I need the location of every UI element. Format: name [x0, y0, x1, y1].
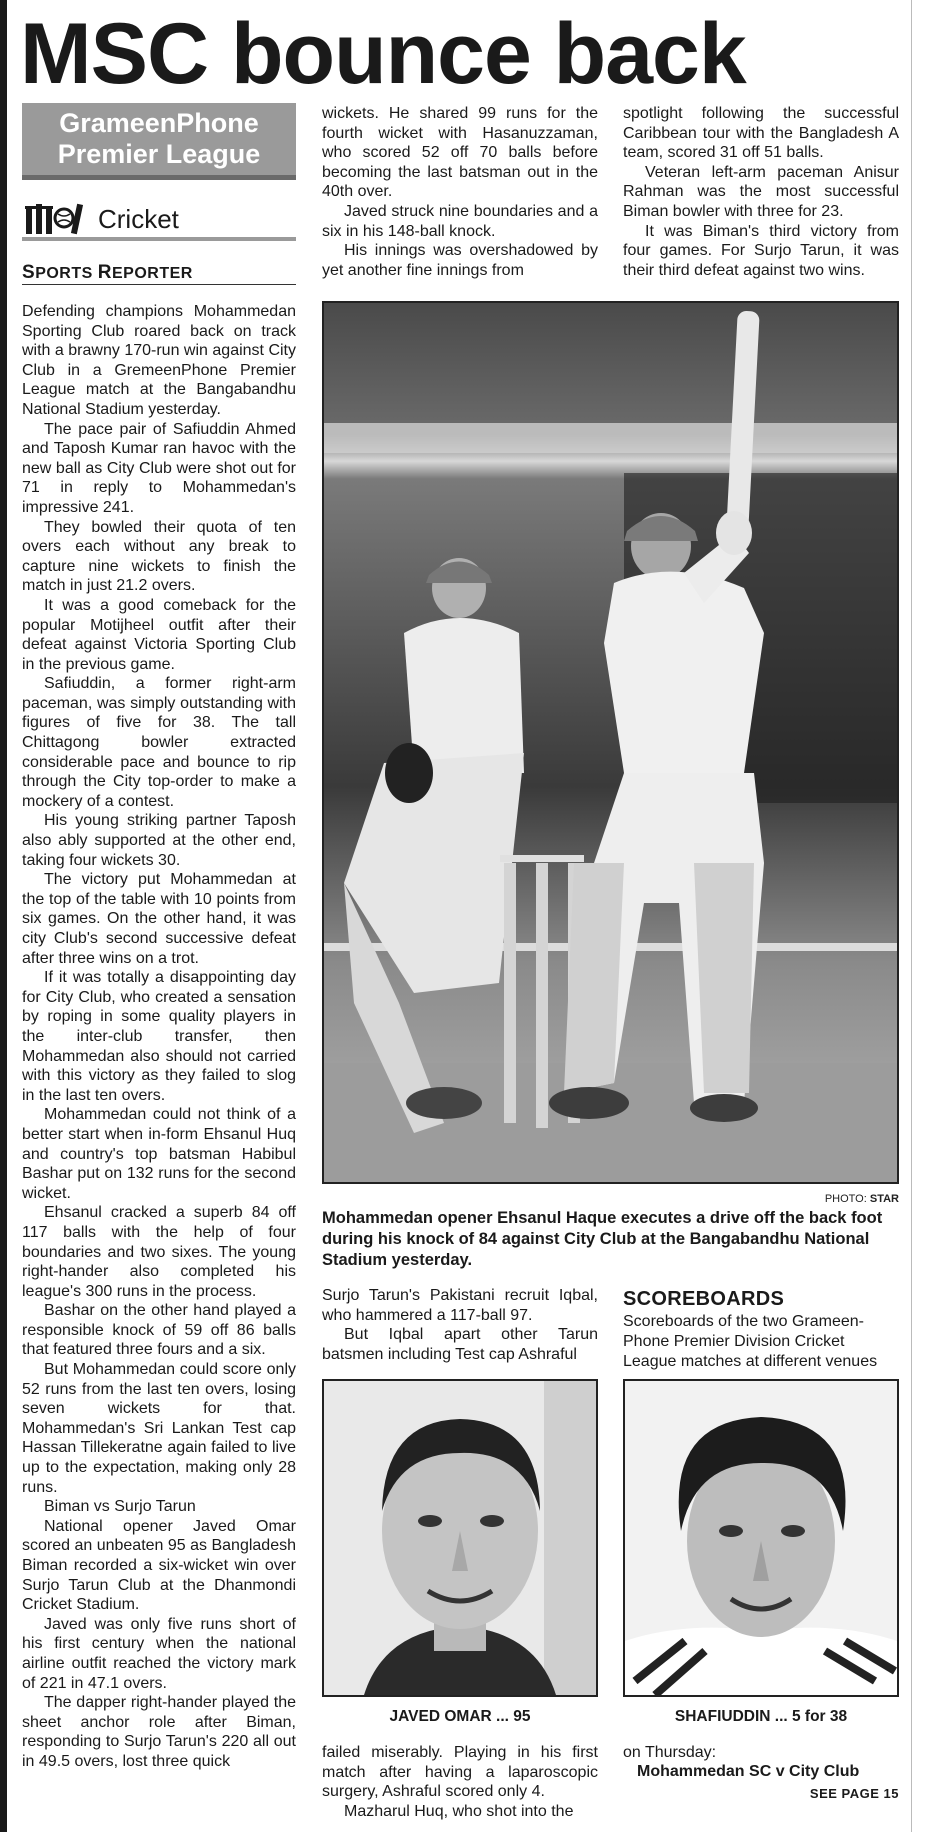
see-page-link[interactable]: SEE PAGE 15 — [809, 1786, 899, 1801]
article-paragraph: The dapper right-hander played the sheet anchor role after Biman, responding to Surjo Tarun's 220 all out in 49.5 overs, lost three quick — [22, 1694, 296, 1770]
article-paragraph: Bashar on the other hand played a responsible knock of 59 off 86 balls that featured three fours and a six. — [22, 1302, 296, 1359]
article-paragraph: His young striking partner Taposh also ably supported at the other end, taking four wickets 30. — [22, 812, 296, 869]
byline — [22, 262, 193, 284]
section-label: Cricket — [98, 204, 179, 234]
byline-initial-2: R — [97, 262, 112, 283]
mugshot-javed-omar — [322, 1379, 598, 1697]
section-label-row — [22, 200, 296, 240]
article-paragraph: But Iqbal apart other Tarun batsmen including Test cap Ashraful — [322, 1326, 598, 1363]
article-column-1 — [22, 302, 296, 1772]
article-column-3-top — [623, 104, 899, 280]
league-banner-line1: GrameenPhone — [59, 108, 259, 138]
fixture-line: Mohammedan SC v City Club — [637, 1763, 860, 1780]
article-paragraph: His innings was overshadowed by yet another fine innings from — [322, 242, 598, 279]
mugshot-shafiuddin — [623, 1379, 899, 1697]
right-margin-rule — [911, 0, 912, 1832]
article-paragraph: It was a good comeback for the popular Motijheel outfit after their defeat against Victoria Sporting Club in the previous game. — [22, 596, 296, 673]
scoreboards-continuation: on Thursday: — [623, 1744, 717, 1761]
article-column-2-top — [322, 104, 598, 280]
league-banner-line2: Premier League — [57, 139, 261, 169]
left-margin-bar — [0, 0, 7, 1832]
article-paragraph: The pace pair of Safiuddin Ahmed and Taposh Kumar ran havoc with the new ball as City Club were shot out for 71 in reply to Mohammedan's impressive 241. — [22, 420, 296, 516]
article-paragraph: If it was totally a disappointing day for City Club, who created a sensation by roping in some quality players in the inter-club transfer, then Mohammedan also should not carried with this victory as they failed to slog in the last ten overs. — [22, 969, 296, 1104]
cricket-logo-icon — [22, 200, 92, 236]
mugshot-caption-left: JAVED OMAR ... 95 — [389, 1708, 531, 1725]
section-rule — [22, 237, 296, 241]
article-paragraph: Javed was only five runs short of his first century when the national airline outfit reached the victory mark of 221 in 47.1 overs. — [22, 1615, 296, 1692]
article-paragraph: Mazharul Huq, who shot into the — [344, 1802, 574, 1820]
main-photo — [322, 301, 899, 1184]
scoreboards-heading: SCOREBOARDS — [623, 1288, 785, 1310]
article-paragraph: They bowled their quota of ten overs each without any break to capture nine wickets to finish the match in just 21.2 overs. — [22, 518, 296, 595]
article-paragraph: Surjo Tarun's Pakistani recruit Iqbal, who hammered a 117-ball 97. — [322, 1287, 598, 1324]
league-banner — [22, 103, 296, 179]
article-column-2-middle — [322, 1286, 598, 1364]
article-paragraph: Javed struck nine boundaries and a six in his 148-ball knock. — [322, 202, 598, 240]
article-paragraph: Safiuddin, a former right-arm paceman, was simply outstanding with figures of five for 38. The tall Chittagong bowler extracted considerable pace and bounce to rip through the City top-order to make a mockery of a contest. — [22, 675, 296, 810]
photo-credit-source: STAR — [869, 1193, 899, 1205]
article-paragraph: Mohammedan could not think of a better start when in-form Ehsanul Huq and country's top batsman Habibul Bashar put on 132 runs for the second wicket. — [22, 1106, 296, 1202]
article-paragraph: spotlight following the successful Caribbean tour with the Bangladesh A team, scored 31 off 51 balls. — [623, 105, 899, 162]
article-paragraph: Ehsanul cracked a superb 84 off 117 balls with the help of four boundaries and two sixes. The young right-hander also completed his league's 300 runs in the process. — [22, 1204, 296, 1300]
league-banner-underline — [22, 175, 296, 180]
mugshot-caption-right: SHAFIUDDIN ... 5 for 38 — [674, 1708, 848, 1725]
headline: MSC bounce back — [20, 6, 746, 102]
article-paragraph: wickets. He shared 99 runs for the fourth wicket with Hasanuzzaman, who scored 52 off 70 balls before becoming the last batsman out in the 40th over. — [322, 105, 598, 201]
article-paragraph: The victory put Mohammedan at the top of the table with 10 points from six games. On the other hand, it was city Club's second successive defeat after three wins on a trot. — [22, 871, 296, 967]
article-paragraph: But Mohammedan could score only 52 runs from the last ten overs, losing seven wickets for that. Mohammedan's Sri Lankan Test cap Hassan Tillekeratne again failed to live up to the expectation, making only 28 runs. — [22, 1361, 296, 1496]
article-subhead: Biman vs Surjo Tarun — [44, 1498, 196, 1516]
byline-initial-1: S — [22, 262, 36, 283]
photo-caption: Mohammedan opener Ehsanul Haque executes a drive off the back foot during his knock of 84 against City Club at the Bangabandhu National Stadium yesterday. — [322, 1209, 883, 1269]
article-paragraph: Defending champions Mohammedan Sporting Club roared back on track with a brawny 170-run win against City Club in a GremeenPhone Premier League match at the Bangabandhu National Stadium yesterday. — [22, 303, 296, 418]
photo-credit — [780, 1193, 899, 1205]
batsman-photo-illustration — [324, 303, 897, 1182]
article-paragraph: It was Biman's third victory from four games. For Surjo Tarun, it was their third defeat against two wins. — [623, 222, 899, 279]
article-paragraph: Veteran left-arm paceman Anisur Rahman was the most successful Biman bowler with three for 23. — [623, 163, 899, 220]
portrait-javed-omar — [324, 1381, 596, 1695]
byline-rule — [22, 284, 296, 285]
photo-credit-label: PHOTO: — [824, 1193, 870, 1205]
byline-part-1: PORTS — [35, 265, 98, 282]
portrait-shafiuddin — [625, 1381, 897, 1695]
byline-part-2: EPORTER — [111, 265, 193, 282]
article-paragraph: National opener Javed Omar scored an unbeaten 95 as Bangladesh Biman recorded a six-wicket win over Surjo Tarun Club at the Dhanmondi Cricket Stadium. — [22, 1517, 296, 1614]
article-paragraph: failed miserably. Playing in his first match after having a laparoscopic surgery, Ashraful scored only 4. — [322, 1744, 598, 1801]
article-column-2-bottom — [322, 1743, 598, 1821]
scoreboards-text: Scoreboards of the two Grameen-Phone Premier Division Cricket League matches at different venues — [623, 1313, 878, 1370]
